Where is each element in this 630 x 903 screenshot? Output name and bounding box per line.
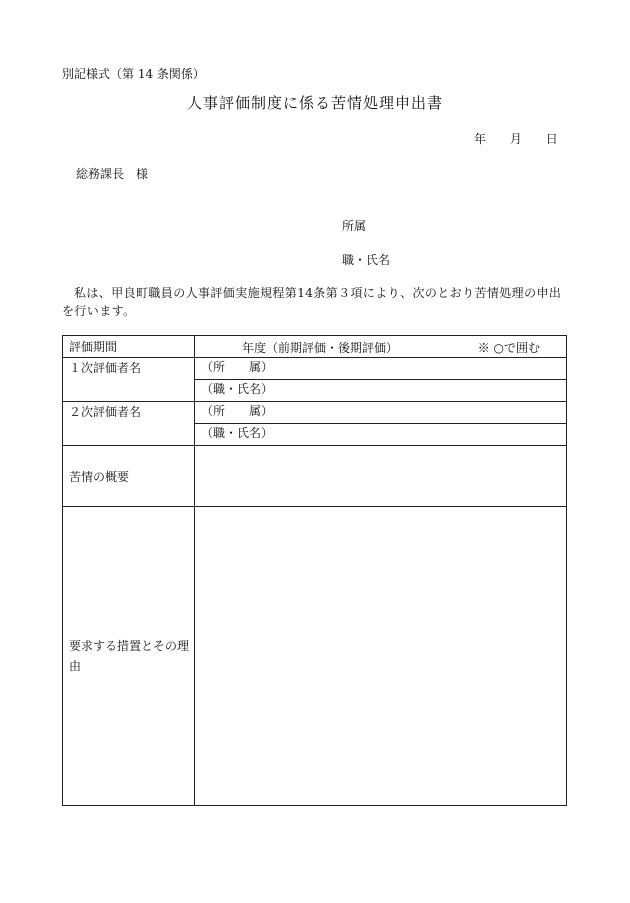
second-evaluator-name-field[interactable]: （職・氏名）	[195, 424, 567, 446]
date-line	[474, 130, 558, 147]
complaint-form-table	[62, 335, 567, 806]
statement-text: 私は、甲良町職員の人事評価実施規程第14条第３項により、次のとおり苦情処理の申出を行います。	[62, 286, 562, 318]
requested-measures-field[interactable]	[195, 507, 567, 806]
evaluation-period-field[interactable]	[195, 336, 567, 358]
complaint-summary-label: 苦情の概要	[63, 446, 195, 507]
first-evaluator-name-field[interactable]: （職・氏名）	[195, 380, 567, 402]
complaint-summary-row	[63, 446, 567, 507]
evaluation-period-label: 評価期間	[63, 336, 195, 358]
evaluation-period-row	[63, 336, 567, 358]
form-reference: 別記様式（第 14 条関係）	[62, 67, 205, 81]
evaluation-period-note: ※ ○で囲む	[477, 341, 540, 355]
applicant-affiliation-label: 所属	[342, 219, 367, 233]
complaint-summary-field[interactable]	[195, 446, 567, 507]
date-day-label: 日	[545, 132, 558, 146]
document-title: 人事評価制度に係る苦情処理申出書	[186, 94, 443, 112]
first-evaluator-label: １次評価者名	[63, 358, 195, 402]
second-evaluator-affiliation-field[interactable]: （所 属）	[195, 402, 567, 424]
first-evaluator-affiliation-field[interactable]: （所 属）	[195, 358, 567, 380]
applicant-name-label: 職・氏名	[342, 253, 391, 267]
date-month-label: 月	[509, 132, 522, 146]
evaluation-period-year-text: 年度（前期評価・後期評価）	[242, 341, 399, 355]
first-evaluator-row	[63, 358, 567, 380]
addressee: 総務課長 様	[76, 167, 149, 181]
date-year-label: 年	[474, 132, 487, 146]
second-evaluator-row	[63, 402, 567, 424]
requested-measures-row	[63, 507, 567, 806]
requested-measures-label: 要求する措置とその理由	[63, 507, 195, 806]
second-evaluator-label: ２次評価者名	[63, 402, 195, 446]
